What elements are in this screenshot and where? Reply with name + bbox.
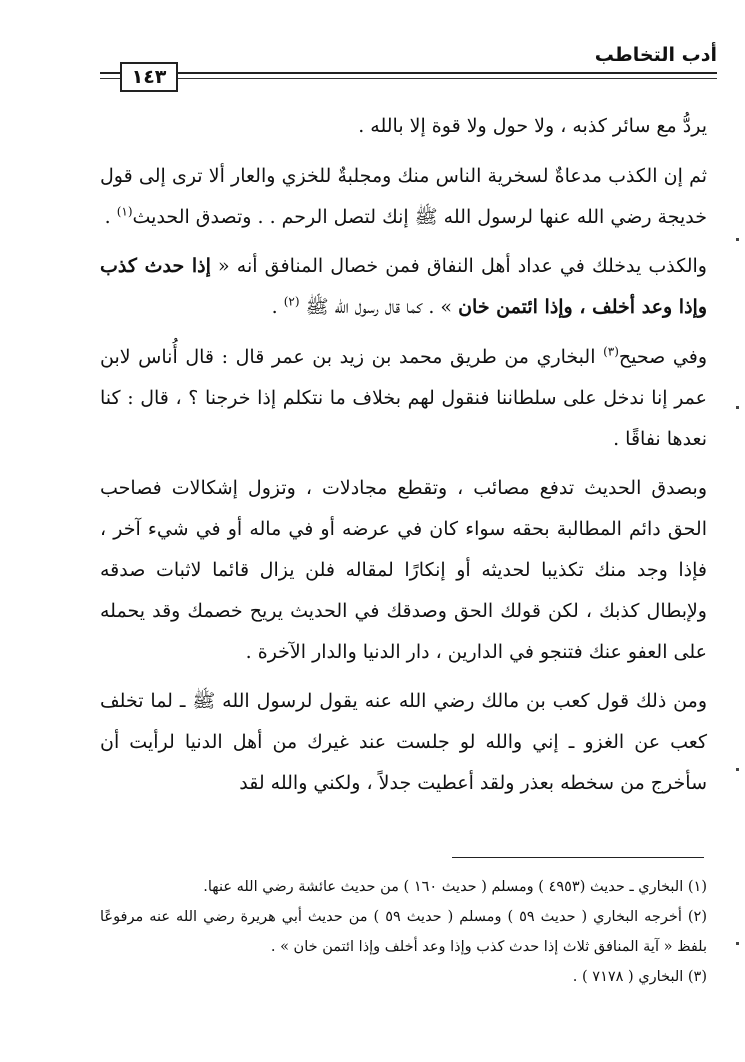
text-segment: البخاري من طريق محمد بن زيد بن عمر قال : قال أُناس لابن عمر إنا ندخل على سلطاننا فنقول لهم بخلاف ما نتكلم إذا خرجنا ؟ ، قال : كنا نعدها نفاقًا . [100, 345, 707, 450]
paragraph-p2 [100, 156, 707, 238]
footnote-item: (١) البخاري ـ حديث (٤٩٥٣ ) ومسلم ( حديث ١٦٠ ) من حديث عائشة رضي الله عنها. [203, 879, 707, 895]
paragraph-p1 [100, 106, 707, 147]
footnote-ref: (٣) [603, 344, 619, 359]
text-segment: ثم إن الكذب مدعاةٌ لسخرية الناس منك ومجلبةٌ للخزي والعار ألا ترى إلى قول خديجة رضي الله عنها لرسول الله ﷺ إنك لتصل الرحم . . وتصدق الحديث [100, 164, 707, 228]
footnote-separator [452, 857, 704, 858]
header-rule-thin [100, 78, 717, 79]
text-segment: والكذب يدخلك في عداد أهل النفاق فمن خصال المنافق أنه « [210, 255, 707, 278]
scan-mark [736, 238, 739, 241]
running-header-title: أدب التخاطب [594, 44, 717, 66]
scan-mark [736, 768, 739, 771]
footnote-item: (٢) أخرجه البخاري ( حديث ٥٩ ) ومسلم ( حديث ٥٩ ) من حديث أبي هريرة رضي الله عنه مرفوعًا بلفظ « آية المنافق ثلاث إذا حدث كذب وإذا وعد أخلف وإذا ائتمن خان » . [100, 909, 707, 955]
footnotes [100, 872, 707, 992]
scan-mark [736, 406, 739, 409]
paragraph-p3 [100, 246, 707, 328]
text-segment: » . كما قال رسول الله ﷺ [299, 296, 459, 319]
text-segment: . [104, 205, 117, 228]
footnote-ref: (٢) [283, 294, 300, 309]
text-segment: . [271, 296, 284, 319]
text-segment: وبصدق الحديث تدفع مصائب ، وتقطع مجادلات ، وتزول إشكالات فصاحب الحق دائم المطالبة بحقه سواء كان في عرضه أو في ماله أو في شيء آخر ، فإذا وجد منك تكذيبا لحديثه أو إنكارًا لمقاله فلن يزال قائما لاثبات صدقه ولإبطال كذبك ، لكن قولك الحق وصدقك في الحديث يريح خصمك وقد يحمله على العفو عنك فتنجو في الدارين ، دار الدنيا والدار الآخرة . [100, 477, 707, 663]
paragraph-p5 [100, 468, 707, 672]
paragraph-p4 [100, 337, 707, 459]
scan-mark [736, 942, 739, 945]
header-rule [100, 72, 717, 74]
text-segment: وفي صحيح [618, 345, 707, 368]
footnote-ref: (١) [116, 204, 133, 219]
footnote-item: (٣) البخاري ( ٧١٧٨ ) . [572, 969, 707, 985]
body-text [100, 106, 707, 804]
page-number: ١٤٣ [120, 62, 178, 92]
paragraph-p6 [100, 681, 707, 803]
text-segment: إذا حدث كذب وإذا وعد أخلف ، وإذا ائتمن خان [100, 255, 707, 319]
text-segment: يردُّ مع سائر كذبه ، ولا حول ولا قوة إلا بالله . [358, 115, 707, 137]
text-segment: ومن ذلك قول كعب بن مالك رضي الله عنه يقول لرسول الله ﷺ ـ لما تخلف كعب عن الغزو ـ إني والله لو جلست عند غيرك من أهل الدنيا لرأيت أن سأخرج من سخطه بعذر ولقد أعطيت جدلاً ، ولكني والله لقد [100, 690, 707, 794]
